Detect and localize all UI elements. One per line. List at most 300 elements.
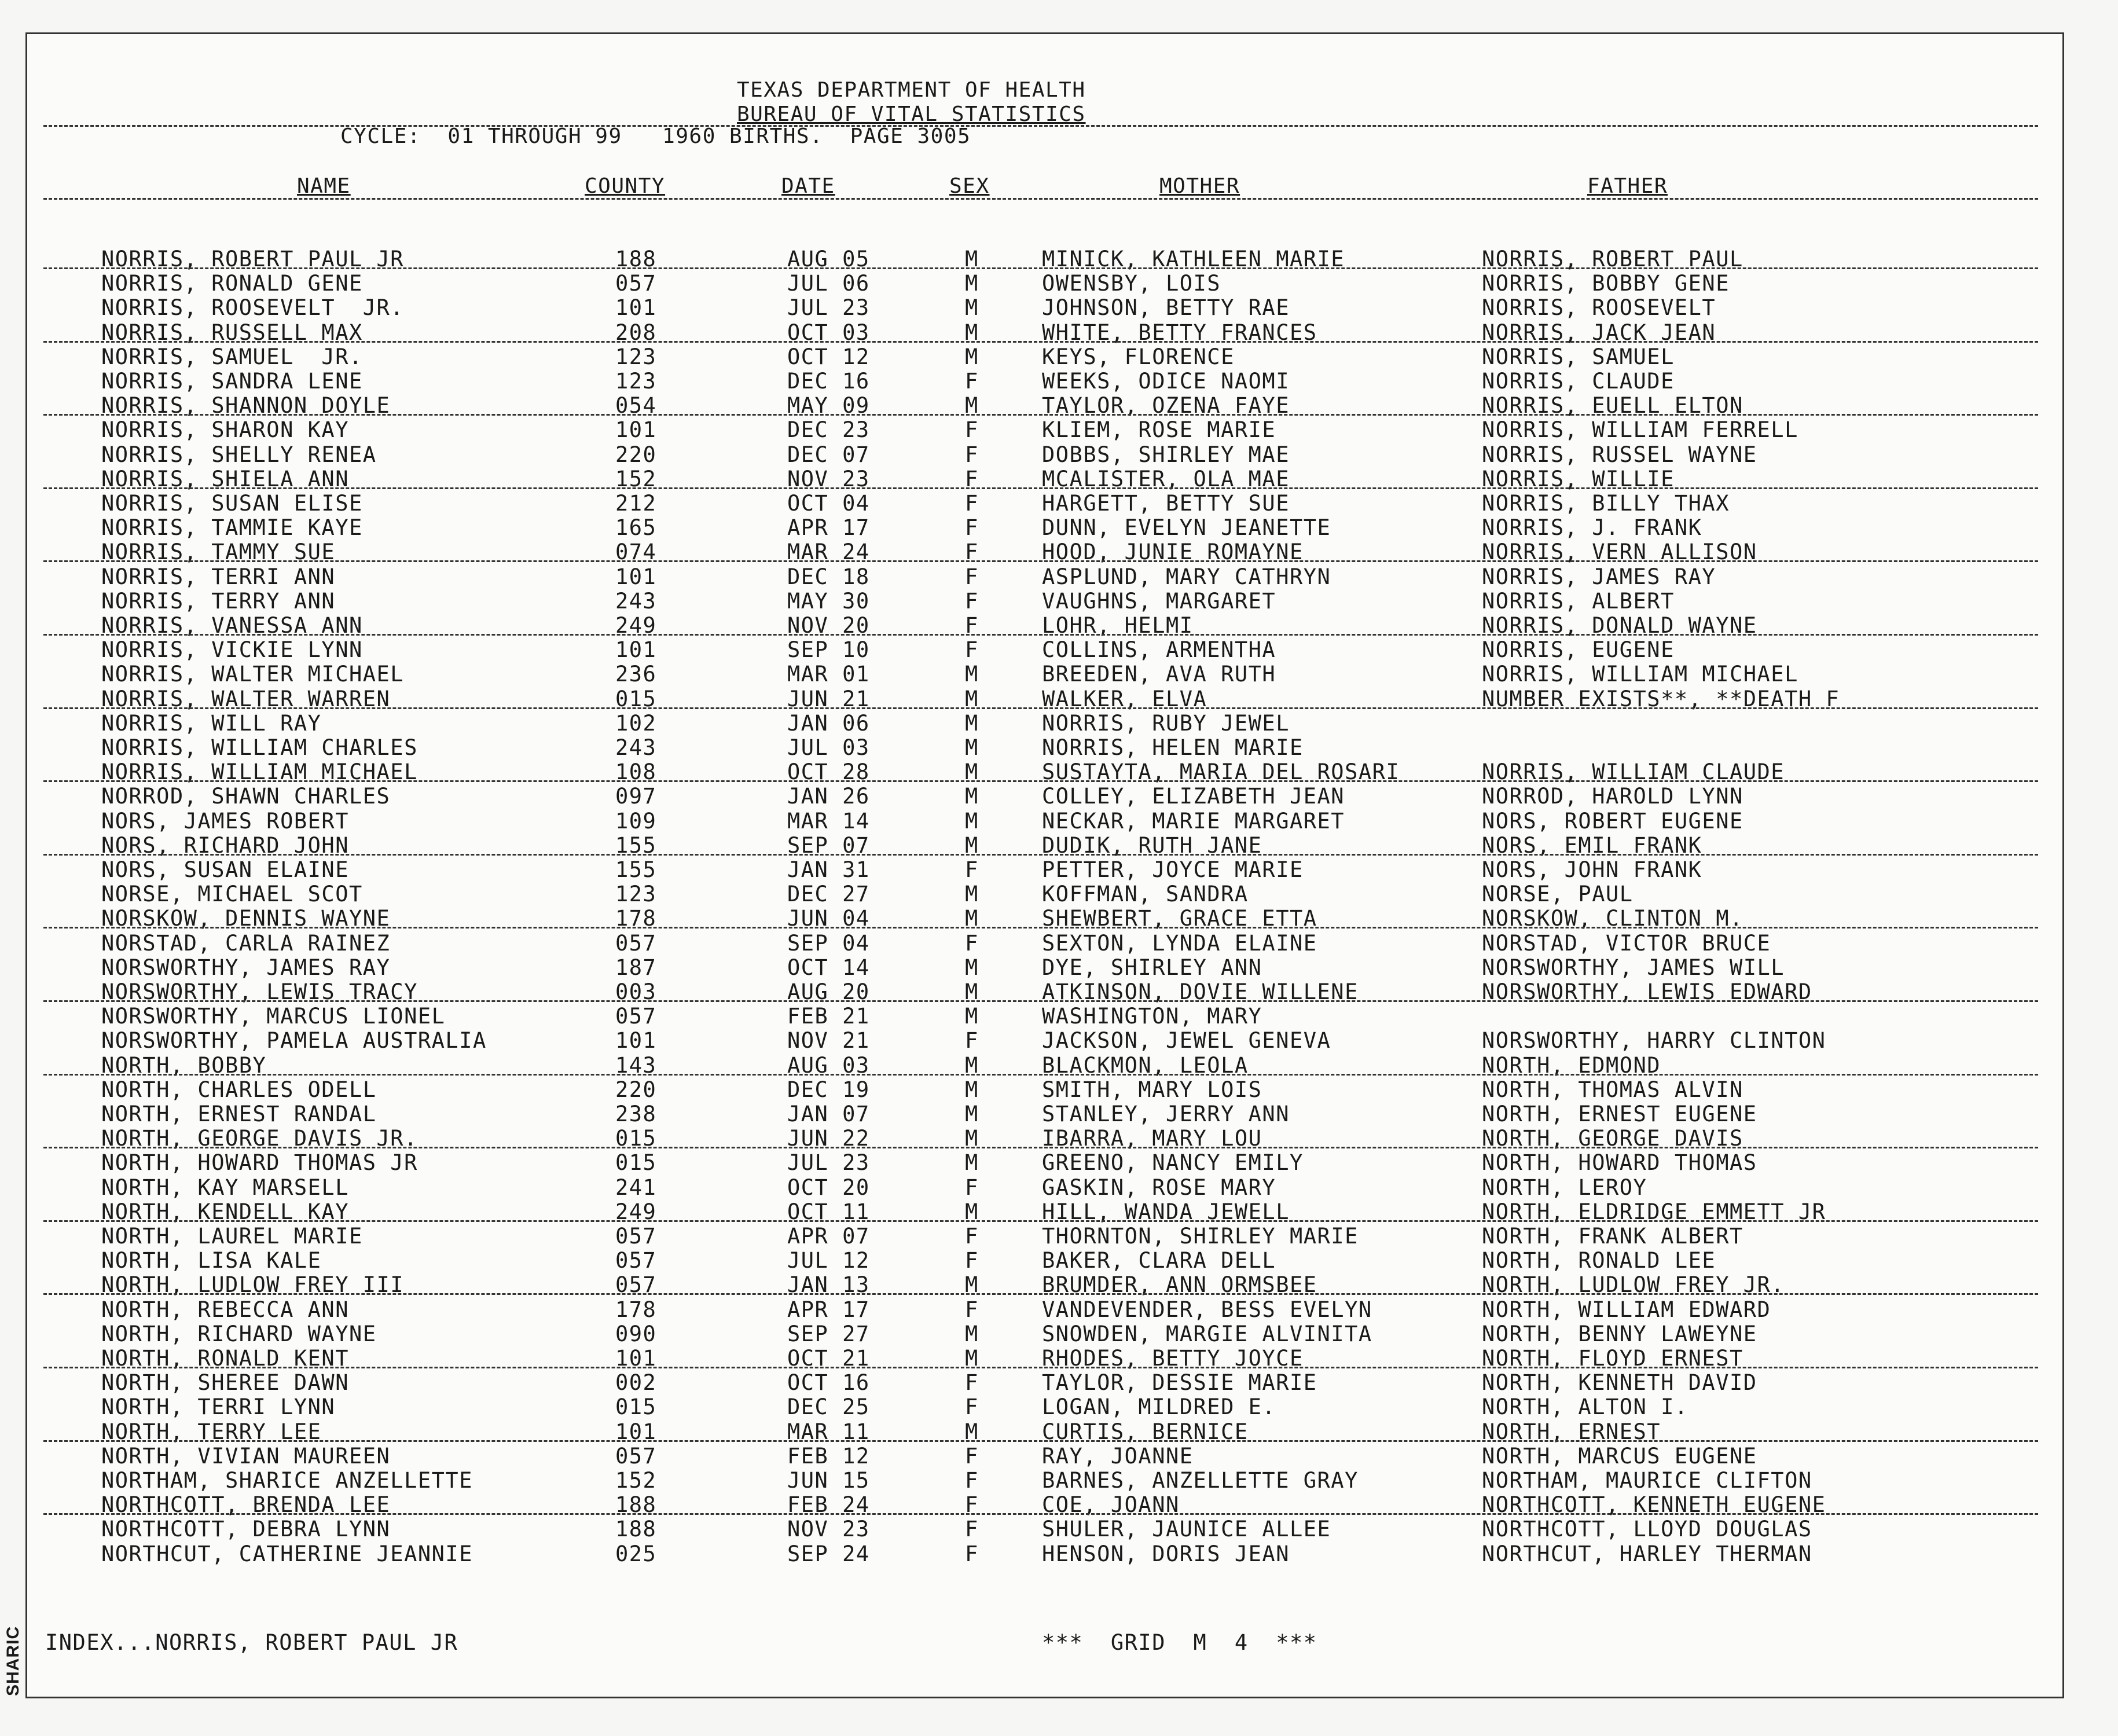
- record-county: 074: [615, 539, 657, 564]
- record-date: SEP 07: [787, 833, 870, 858]
- record-sex: M: [965, 1102, 979, 1126]
- record-name: NORS, JAMES ROBERT: [101, 809, 349, 834]
- record-name: NORS, RICHARD JOHN: [101, 833, 349, 858]
- record-sex: M: [965, 1199, 979, 1224]
- record-father: NORRIS, J. FRANK: [1482, 515, 1702, 540]
- record-sex: M: [965, 711, 979, 736]
- record-father: NORRIS, ALBERT: [1482, 589, 1675, 614]
- record-father: NORTH, KENNETH DAVID: [1482, 1370, 1757, 1395]
- record-sex: M: [965, 735, 979, 760]
- record-sex: F: [965, 857, 979, 882]
- record-name: NORTH, BOBBY: [101, 1053, 267, 1078]
- record-mother: KEYS, FLORENCE: [1042, 344, 1235, 369]
- record-sex: F: [965, 1370, 979, 1395]
- record-date: DEC 16: [787, 369, 870, 394]
- record-mother: MCALISTER, OLA MAE: [1042, 467, 1290, 491]
- record-father: NORTH, GEORGE DAVIS: [1482, 1126, 1743, 1151]
- record-county: 220: [615, 442, 657, 467]
- record-county: 101: [615, 295, 657, 320]
- record-mother: SNOWDEN, MARGIE ALVINITA: [1042, 1322, 1372, 1346]
- record-father: NORTH, EDMOND: [1482, 1053, 1661, 1078]
- record-county: 101: [615, 637, 657, 662]
- record-father: NORTH, ERNEST EUGENE: [1482, 1102, 1757, 1126]
- record-name: NORRIS, WALTER MICHAEL: [101, 662, 405, 687]
- record-date: JUN 21: [787, 687, 870, 711]
- record-sex: M: [965, 295, 979, 320]
- record-mother: SEXTON, LYNDA ELAINE: [1042, 931, 1317, 956]
- record-date: OCT 04: [787, 491, 870, 516]
- record-mother: JACKSON, JEWEL GENEVA: [1042, 1028, 1331, 1053]
- record-mother: HENSON, DORIS JEAN: [1042, 1542, 1290, 1566]
- record-father: NORSE, PAUL: [1482, 882, 1634, 906]
- record-county: 057: [615, 1004, 657, 1029]
- record-date: OCT 20: [787, 1175, 870, 1200]
- record-sex: M: [965, 247, 979, 271]
- record-sex: M: [965, 906, 979, 931]
- record-father: NORRIS, EUELL ELTON: [1482, 393, 1743, 418]
- record-county: 057: [615, 1248, 657, 1273]
- record-county: 057: [615, 1444, 657, 1469]
- record-father: NORSTAD, VICTOR BRUCE: [1482, 931, 1771, 956]
- record-sex: M: [965, 1419, 979, 1444]
- record-county: 057: [615, 1272, 657, 1297]
- record-date: OCT 14: [787, 955, 870, 980]
- record-mother: TAYLOR, DESSIE MARIE: [1042, 1370, 1317, 1395]
- record-sex: M: [965, 344, 979, 369]
- record-mother: PETTER, JOYCE MARIE: [1042, 857, 1304, 882]
- record-sex: M: [965, 1126, 979, 1151]
- record-sex: F: [965, 931, 979, 956]
- record-father: NORRIS, WILLIE: [1482, 467, 1675, 491]
- record-county: 015: [615, 1394, 657, 1419]
- record-sex: F: [965, 491, 979, 516]
- record-county: 054: [615, 393, 657, 418]
- record-sex: M: [965, 784, 979, 809]
- record-mother: DYE, SHIRLEY ANN: [1042, 955, 1262, 980]
- record-date: MAY 30: [787, 589, 870, 614]
- record-father: NORTH, WILLIAM EDWARD: [1482, 1297, 1771, 1322]
- record-county: 101: [615, 1419, 657, 1444]
- record-sex: M: [965, 1150, 979, 1175]
- row-separator: [43, 1293, 2038, 1295]
- record-name: NORRIS, SHARON KAY: [101, 417, 349, 442]
- record-county: 123: [615, 369, 657, 394]
- record-county: 249: [615, 1199, 657, 1224]
- record-county: 101: [615, 564, 657, 589]
- row-separator: [43, 267, 2038, 269]
- record-sex: F: [965, 442, 979, 467]
- record-sex: M: [965, 955, 979, 980]
- record-name: NORTH, HOWARD THOMAS JR: [101, 1150, 418, 1175]
- row-separator: [43, 1147, 2038, 1148]
- record-name: NORTHCOTT, BRENDA LEE: [101, 1492, 391, 1517]
- record-county: 057: [615, 931, 657, 956]
- record-county: 143: [615, 1053, 657, 1078]
- record-mother: WEEKS, ODICE NAOMI: [1042, 369, 1290, 394]
- record-name: NORTH, RICHARD WAYNE: [101, 1322, 377, 1346]
- record-sex: F: [965, 417, 979, 442]
- record-sex: M: [965, 662, 979, 687]
- record-county: 025: [615, 1542, 657, 1566]
- record-name: NORRIS, ROOSEVELT JR.: [101, 295, 405, 320]
- record-mother: TAYLOR, OZENA FAYE: [1042, 393, 1290, 418]
- record-name: NORRIS, TERRI ANN: [101, 564, 336, 589]
- col-header-date: DATE: [781, 174, 835, 198]
- header-cycle: CYCLE: 01 THROUGH 99 1960 BIRTHS. PAGE 3005: [340, 124, 971, 148]
- row-separator: [43, 1513, 2038, 1515]
- record-mother: SMITH, MARY LOIS: [1042, 1077, 1262, 1102]
- record-name: NORRIS, SHELLY RENEA: [101, 442, 377, 467]
- record-county: 015: [615, 687, 657, 711]
- record-name: NORTHAM, SHARICE ANZELLETTE: [101, 1468, 473, 1493]
- record-mother: WALKER, ELVA: [1042, 687, 1207, 711]
- record-date: MAR 14: [787, 809, 870, 834]
- record-name: NORTHCUT, CATHERINE JEANNIE: [101, 1542, 473, 1566]
- record-sex: F: [965, 1297, 979, 1322]
- record-date: JUL 06: [787, 271, 870, 296]
- column-header-rule: [43, 198, 2038, 200]
- record-mother: BRUMDER, ANN ORMSBEE: [1042, 1272, 1317, 1297]
- record-father: NORRIS, VERN ALLISON: [1482, 539, 1757, 564]
- record-sex: M: [965, 687, 979, 711]
- record-sex: M: [965, 833, 979, 858]
- record-mother: HOOD, JUNIE ROMAYNE: [1042, 539, 1304, 564]
- col-header-father: FATHER: [1587, 174, 1668, 198]
- record-county: 123: [615, 882, 657, 906]
- record-name: NORSWORTHY, PAMELA AUSTRALIA: [101, 1028, 487, 1053]
- record-name: NORRIS, TAMMIE KAYE: [101, 515, 363, 540]
- record-mother: WHITE, BETTY FRANCES: [1042, 320, 1317, 345]
- record-father: NORS, EMIL FRANK: [1482, 833, 1702, 858]
- record-date: NOV 20: [787, 613, 870, 638]
- record-sex: F: [965, 515, 979, 540]
- record-county: 015: [615, 1126, 657, 1151]
- record-county: 178: [615, 906, 657, 931]
- record-father: NORTHAM, MAURICE CLIFTON: [1482, 1468, 1812, 1493]
- record-father: NORRIS, ROOSEVELT: [1482, 295, 1716, 320]
- footer-index: INDEX...NORRIS, ROBERT PAUL JR: [45, 1630, 458, 1655]
- record-mother: ASPLUND, MARY CATHRYN: [1042, 564, 1331, 589]
- record-county: 152: [615, 1468, 657, 1493]
- record-county: 097: [615, 784, 657, 809]
- record-name: NORRIS, SHIELA ANN: [101, 467, 349, 491]
- record-mother: IBARRA, MARY LOU: [1042, 1126, 1262, 1151]
- record-father: NORSKOW, CLINTON M.: [1482, 906, 1743, 931]
- record-date: APR 17: [787, 515, 870, 540]
- row-separator: [43, 1074, 2038, 1076]
- row-separator: [43, 1000, 2038, 1002]
- record-date: OCT 21: [787, 1346, 870, 1371]
- record-father: NORTH, LUDLOW FREY JR.: [1482, 1272, 1785, 1297]
- row-separator: [43, 487, 2038, 489]
- record-sex: F: [965, 1517, 979, 1542]
- col-header-mother: MOTHER: [1159, 174, 1240, 198]
- record-name: NORTH, KAY MARSELL: [101, 1175, 349, 1200]
- record-sex: M: [965, 809, 979, 834]
- row-separator: [43, 927, 2038, 928]
- record-name: NORRIS, VANESSA ANN: [101, 613, 363, 638]
- record-date: SEP 10: [787, 637, 870, 662]
- record-father: NORTHCUT, HARLEY THERMAN: [1482, 1542, 1812, 1566]
- record-name: NORRIS, VICKIE LYNN: [101, 637, 363, 662]
- record-name: NORTH, LAUREL MARIE: [101, 1224, 363, 1249]
- record-date: DEC 27: [787, 882, 870, 906]
- record-county: 249: [615, 613, 657, 638]
- record-date: AUG 05: [787, 247, 870, 271]
- record-date: APR 17: [787, 1297, 870, 1322]
- record-date: MAR 11: [787, 1419, 870, 1444]
- record-date: DEC 25: [787, 1394, 870, 1419]
- record-date: DEC 07: [787, 442, 870, 467]
- record-name: NORSKOW, DENNIS WAYNE: [101, 906, 391, 931]
- record-county: 090: [615, 1322, 657, 1346]
- record-county: 238: [615, 1102, 657, 1126]
- record-father: NORTH, ERNEST: [1482, 1419, 1661, 1444]
- record-date: DEC 18: [787, 564, 870, 589]
- record-sex: F: [965, 613, 979, 638]
- record-county: 002: [615, 1370, 657, 1395]
- record-county: 152: [615, 467, 657, 491]
- record-sex: F: [965, 1175, 979, 1200]
- record-mother: GREENO, NANCY EMILY: [1042, 1150, 1304, 1175]
- record-date: JAN 06: [787, 711, 870, 736]
- record-date: JUL 23: [787, 1150, 870, 1175]
- record-mother: WASHINGTON, MARY: [1042, 1004, 1262, 1029]
- row-separator: [43, 854, 2038, 856]
- record-mother: LOHR, HELMI: [1042, 613, 1194, 638]
- record-date: JUL 03: [787, 735, 870, 760]
- record-county: 102: [615, 711, 657, 736]
- record-date: FEB 24: [787, 1492, 870, 1517]
- record-date: JUN 22: [787, 1126, 870, 1151]
- record-name: NORRIS, SAMUEL JR.: [101, 344, 363, 369]
- record-sex: M: [965, 320, 979, 345]
- record-sex: F: [965, 369, 979, 394]
- record-father: NORTH, ALTON I.: [1482, 1394, 1688, 1419]
- record-county: 057: [615, 1224, 657, 1249]
- record-county: 208: [615, 320, 657, 345]
- record-father: NORTH, THOMAS ALVIN: [1482, 1077, 1743, 1102]
- record-father: NORTH, ELDRIDGE EMMETT JR: [1482, 1199, 1826, 1224]
- record-sex: M: [965, 1053, 979, 1078]
- record-date: FEB 12: [787, 1444, 870, 1469]
- record-sex: M: [965, 1346, 979, 1371]
- record-mother: HILL, WANDA JEWELL: [1042, 1199, 1290, 1224]
- record-name: NORTH, GEORGE DAVIS JR.: [101, 1126, 418, 1151]
- record-name: NORTH, RONALD KENT: [101, 1346, 349, 1371]
- record-name: NORSWORTHY, JAMES RAY: [101, 955, 391, 980]
- record-mother: NECKAR, MARIE MARGARET: [1042, 809, 1345, 834]
- record-date: MAY 09: [787, 393, 870, 418]
- record-date: FEB 21: [787, 1004, 870, 1029]
- record-sex: F: [965, 1394, 979, 1419]
- record-mother: RAY, JOANNE: [1042, 1444, 1194, 1469]
- record-name: NORTH, LUDLOW FREY III: [101, 1272, 405, 1297]
- record-date: AUG 20: [787, 979, 870, 1004]
- record-county: 165: [615, 515, 657, 540]
- record-name: NORTH, VIVIAN MAUREEN: [101, 1444, 391, 1469]
- record-date: SEP 24: [787, 1542, 870, 1566]
- record-name: NORRIS, SHANNON DOYLE: [101, 393, 391, 418]
- row-separator: [43, 634, 2038, 636]
- record-father: NORTH, RONALD LEE: [1482, 1248, 1716, 1273]
- record-mother: KLIEM, ROSE MARIE: [1042, 417, 1276, 442]
- record-mother: GASKIN, ROSE MARY: [1042, 1175, 1276, 1200]
- record-mother: SUSTAYTA, MARIA DEL ROSARI: [1042, 759, 1400, 784]
- row-separator: [43, 560, 2038, 562]
- record-name: NORRIS, RONALD GENE: [101, 271, 363, 296]
- record-mother: COLLINS, ARMENTHA: [1042, 637, 1276, 662]
- record-county: 015: [615, 1150, 657, 1175]
- record-date: NOV 21: [787, 1028, 870, 1053]
- record-father: NORRIS, DONALD WAYNE: [1482, 613, 1757, 638]
- record-mother: KOFFMAN, SANDRA: [1042, 882, 1249, 906]
- record-name: NORROD, SHAWN CHARLES: [101, 784, 391, 809]
- record-mother: BARNES, ANZELLETTE GRAY: [1042, 1468, 1359, 1493]
- record-name: NORRIS, SUSAN ELISE: [101, 491, 363, 516]
- record-mother: CURTIS, BERNICE: [1042, 1419, 1249, 1444]
- record-mother: RHODES, BETTY JOYCE: [1042, 1346, 1304, 1371]
- record-county: 188: [615, 1492, 657, 1517]
- record-name: NORTH, KENDELL KAY: [101, 1199, 349, 1224]
- record-date: OCT 16: [787, 1370, 870, 1395]
- record-sex: F: [965, 1468, 979, 1493]
- row-separator: [43, 414, 2038, 416]
- record-name: NORSWORTHY, MARCUS LIONEL: [101, 1004, 446, 1029]
- record-date: AUG 03: [787, 1053, 870, 1078]
- record-county: 123: [615, 344, 657, 369]
- record-county: 178: [615, 1297, 657, 1322]
- record-father: NORSWORTHY, HARRY CLINTON: [1482, 1028, 1826, 1053]
- record-mother: NORRIS, RUBY JEWEL: [1042, 711, 1290, 736]
- record-date: JUL 12: [787, 1248, 870, 1273]
- record-mother: MINICK, KATHLEEN MARIE: [1042, 247, 1345, 271]
- record-date: OCT 03: [787, 320, 870, 345]
- record-name: NORTH, REBECCA ANN: [101, 1297, 349, 1322]
- record-sex: F: [965, 467, 979, 491]
- record-county: 241: [615, 1175, 657, 1200]
- record-father: NORRIS, CLAUDE: [1482, 369, 1675, 394]
- record-name: NORTH, TERRI LYNN: [101, 1394, 336, 1419]
- record-sex: F: [965, 589, 979, 614]
- record-sex: M: [965, 393, 979, 418]
- record-father: NORSWORTHY, LEWIS EDWARD: [1482, 979, 1812, 1004]
- record-name: NORRIS, WALTER WARREN: [101, 687, 391, 711]
- footer-grid: *** GRID M 4 ***: [1042, 1630, 1317, 1655]
- record-sex: F: [965, 1248, 979, 1273]
- header-agency: TEXAS DEPARTMENT OF HEALTH: [737, 78, 1086, 102]
- record-county: 212: [615, 491, 657, 516]
- record-name: NORSWORTHY, LEWIS TRACY: [101, 979, 418, 1004]
- record-father: NORTH, FRANK ALBERT: [1482, 1224, 1743, 1249]
- record-county: 101: [615, 417, 657, 442]
- record-county: 187: [615, 955, 657, 980]
- record-date: NOV 23: [787, 467, 870, 491]
- record-date: NOV 23: [787, 1517, 870, 1542]
- record-name: NORRIS, ROBERT PAUL JR: [101, 247, 405, 271]
- record-father: NORTH, FLOYD ERNEST: [1482, 1346, 1743, 1371]
- record-date: DEC 23: [787, 417, 870, 442]
- record-sex: F: [965, 1224, 979, 1249]
- record-date: JAN 31: [787, 857, 870, 882]
- record-father: NORRIS, RUSSEL WAYNE: [1482, 442, 1757, 467]
- record-sex: M: [965, 1004, 979, 1029]
- record-father: NORRIS, SAMUEL: [1482, 344, 1675, 369]
- record-date: SEP 27: [787, 1322, 870, 1346]
- record-date: JAN 26: [787, 784, 870, 809]
- record-father: NORTH, LEROY: [1482, 1175, 1647, 1200]
- row-separator: [43, 707, 2038, 709]
- record-county: 109: [615, 809, 657, 834]
- record-father: NORRIS, WILLIAM CLAUDE: [1482, 759, 1785, 784]
- record-county: 236: [615, 662, 657, 687]
- record-father: NORTHCOTT, LLOYD DOUGLAS: [1482, 1517, 1812, 1542]
- record-sex: M: [965, 1322, 979, 1346]
- record-name: NORRIS, WILLIAM CHARLES: [101, 735, 418, 760]
- record-mother: COLLEY, ELIZABETH JEAN: [1042, 784, 1345, 809]
- record-sex: F: [965, 539, 979, 564]
- record-father: NORRIS, WILLIAM MICHAEL: [1482, 662, 1798, 687]
- record-name: NORTH, LISA KALE: [101, 1248, 322, 1273]
- record-mother: DUDIK, RUTH JANE: [1042, 833, 1262, 858]
- record-sex: M: [965, 979, 979, 1004]
- record-sex: M: [965, 759, 979, 784]
- record-sex: F: [965, 1492, 979, 1517]
- record-name: NORSTAD, CARLA RAINEZ: [101, 931, 391, 956]
- record-mother: ATKINSON, DOVIE WILLENE: [1042, 979, 1359, 1004]
- record-father: NORRIS, JAMES RAY: [1482, 564, 1716, 589]
- record-mother: BAKER, CLARA DELL: [1042, 1248, 1276, 1273]
- record-county: 003: [615, 979, 657, 1004]
- record-county: 188: [615, 1517, 657, 1542]
- record-name: NORS, SUSAN ELAINE: [101, 857, 349, 882]
- header-bureau: BUREAU OF VITAL STATISTICS: [737, 102, 1086, 126]
- record-mother: COE, JOANN: [1042, 1492, 1180, 1517]
- col-header-sex: SEX: [949, 174, 990, 198]
- record-father: NORRIS, ROBERT PAUL: [1482, 247, 1743, 271]
- record-mother: THORNTON, SHIRLEY MARIE: [1042, 1224, 1359, 1249]
- record-name: NORRIS, WILL RAY: [101, 711, 322, 736]
- record-mother: BREEDEN, AVA RUTH: [1042, 662, 1276, 687]
- record-sex: F: [965, 1542, 979, 1566]
- row-separator: [43, 1220, 2038, 1222]
- record-date: JAN 07: [787, 1102, 870, 1126]
- record-father: NORTH, MARCUS EUGENE: [1482, 1444, 1757, 1469]
- record-father: NORTH, HOWARD THOMAS: [1482, 1150, 1757, 1175]
- record-date: JAN 13: [787, 1272, 870, 1297]
- record-name: NORRIS, SANDRA LENE: [101, 369, 363, 394]
- record-mother: JOHNSON, BETTY RAE: [1042, 295, 1290, 320]
- record-mother: SHULER, JAUNICE ALLEE: [1042, 1517, 1331, 1542]
- record-father: NORRIS, BILLY THAX: [1482, 491, 1730, 516]
- record-father: NORSWORTHY, JAMES WILL: [1482, 955, 1785, 980]
- record-county: 101: [615, 1346, 657, 1371]
- record-name: NORRIS, RUSSELL MAX: [101, 320, 363, 345]
- record-mother: HARGETT, BETTY SUE: [1042, 491, 1290, 516]
- record-mother: STANLEY, JERRY ANN: [1042, 1102, 1290, 1126]
- record-county: 108: [615, 759, 657, 784]
- record-mother: LOGAN, MILDRED E.: [1042, 1394, 1276, 1419]
- record-date: MAR 24: [787, 539, 870, 564]
- record-name: NORTH, TERRY LEE: [101, 1419, 322, 1444]
- record-father: NORTH, BENNY LAWEYNE: [1482, 1322, 1757, 1346]
- record-name: NORRIS, TAMMY SUE: [101, 539, 336, 564]
- record-name: NORRIS, WILLIAM MICHAEL: [101, 759, 418, 784]
- record-sex: M: [965, 1272, 979, 1297]
- record-county: 188: [615, 247, 657, 271]
- record-sex: F: [965, 1028, 979, 1053]
- record-sex: M: [965, 271, 979, 296]
